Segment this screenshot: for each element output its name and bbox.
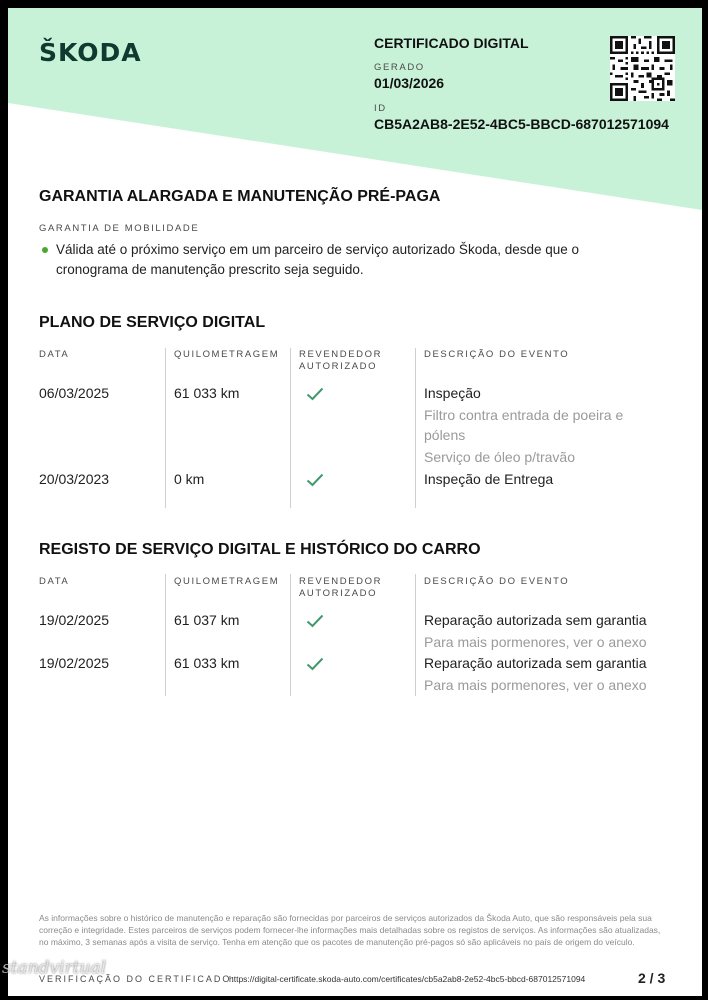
column-divider bbox=[290, 348, 291, 508]
generated-date: 01/03/2026 bbox=[374, 75, 445, 91]
row-mileage: 0 km bbox=[174, 471, 205, 487]
service-plan-title: PLANO DE SERVIÇO DIGITAL bbox=[39, 314, 266, 331]
footer-disclaimer: As informações sobre o histórico de manutenção e reparação são fornecidas por parceiros de serviços autorizados da Škoda Auto, que são responsáveis pela sua correção e integridade. Estes parceiros de serviços podem fornecer-lhe informações mais detalhadas sobre os registos de serviços. As informações são atualizadas, no máximo, 3 semanas após a visita de serviço. Tenha em atenção que os pacotes de manutenção pré-pagos só são aplicáveis no país de origem do veículo. bbox=[39, 913, 661, 947]
row-date: 20/03/2023 bbox=[39, 471, 110, 487]
id-label: ID bbox=[374, 103, 387, 114]
row-event-detail: Filtro contra entrada de poeira e pólens bbox=[424, 407, 624, 443]
col-head-event: DESCRIÇÃO DO EVENTO bbox=[424, 349, 570, 360]
row-mileage: 61 033 km bbox=[174, 655, 240, 671]
column-divider bbox=[415, 348, 416, 508]
column-divider bbox=[165, 348, 166, 508]
watermark-logo: standvirtual bbox=[2, 958, 107, 978]
generated-label: GERADO bbox=[374, 62, 425, 73]
warranty-title: GARANTIA ALARGADA E MANUTENÇÃO PRÉ-PAGA bbox=[39, 188, 441, 205]
warranty-bullet-text: Válida até o próximo serviço em um parceiro de serviço autorizado Škoda, desde que o cronograma de manutenção prescrito seja seguido. bbox=[56, 242, 580, 277]
row-event-detail: Para mais pormenores, ver o anexo bbox=[424, 677, 647, 693]
col-head-mileage: QUILOMETRAGEM bbox=[174, 576, 280, 587]
row-mileage: 61 033 km bbox=[174, 385, 240, 401]
row-mileage: 61 037 km bbox=[174, 612, 240, 628]
verification-link[interactable]: https://digital-certificate.skoda-auto.com/certificates/cb5a2ab8-2e52-4bc5-bbcd-687012571094 bbox=[229, 974, 586, 984]
checkmark-icon bbox=[306, 473, 324, 487]
page-number: 2 / 3 bbox=[638, 970, 666, 986]
row-event-detail: Serviço de óleo p/travão bbox=[424, 449, 575, 465]
row-event: Inspeção bbox=[424, 385, 481, 401]
row-date: 19/02/2025 bbox=[39, 612, 110, 628]
row-event: Reparação autorizada sem garantia bbox=[424, 612, 647, 628]
checkmark-icon bbox=[306, 387, 324, 401]
checkmark-icon bbox=[306, 614, 324, 628]
col-head-event: DESCRIÇÃO DO EVENTO bbox=[424, 576, 570, 587]
bullet-dot-icon bbox=[42, 247, 48, 253]
service-history-title: REGISTO DE SERVIÇO DIGITAL E HISTÓRICO DO CARRO bbox=[39, 541, 481, 558]
column-divider bbox=[290, 574, 291, 696]
column-divider bbox=[165, 574, 166, 696]
col-head-dealer: REVENDEDOR AUTORIZADO bbox=[299, 576, 383, 599]
certificate-id: CB5A2AB8-2E52-4BC5-BBCD-687012571094 bbox=[374, 116, 669, 132]
warranty-subtitle: GARANTIA DE MOBILIDADE bbox=[39, 223, 200, 234]
certificate-title: CERTIFICADO DIGITAL bbox=[374, 35, 529, 51]
skoda-logo: ŠKODA bbox=[39, 38, 142, 67]
col-head-mileage: QUILOMETRAGEM bbox=[174, 349, 280, 360]
verification-label: VERIFICAÇÃO DO CERTIFICADO: bbox=[39, 974, 236, 984]
qr-code bbox=[610, 36, 675, 101]
column-divider bbox=[415, 574, 416, 696]
row-event: Reparação autorizada sem garantia bbox=[424, 655, 647, 671]
warranty-bullet bbox=[39, 240, 639, 280]
checkmark-icon bbox=[306, 657, 324, 671]
col-head-date: DATA bbox=[39, 576, 70, 587]
row-event-detail: Para mais pormenores, ver o anexo bbox=[424, 634, 647, 650]
certificate-page bbox=[8, 8, 702, 996]
row-event: Inspeção de Entrega bbox=[424, 471, 554, 487]
row-date: 19/02/2025 bbox=[39, 655, 110, 671]
col-head-date: DATA bbox=[39, 349, 70, 360]
row-date: 06/03/2025 bbox=[39, 385, 110, 401]
col-head-dealer: REVENDEDOR AUTORIZADO bbox=[299, 349, 383, 372]
